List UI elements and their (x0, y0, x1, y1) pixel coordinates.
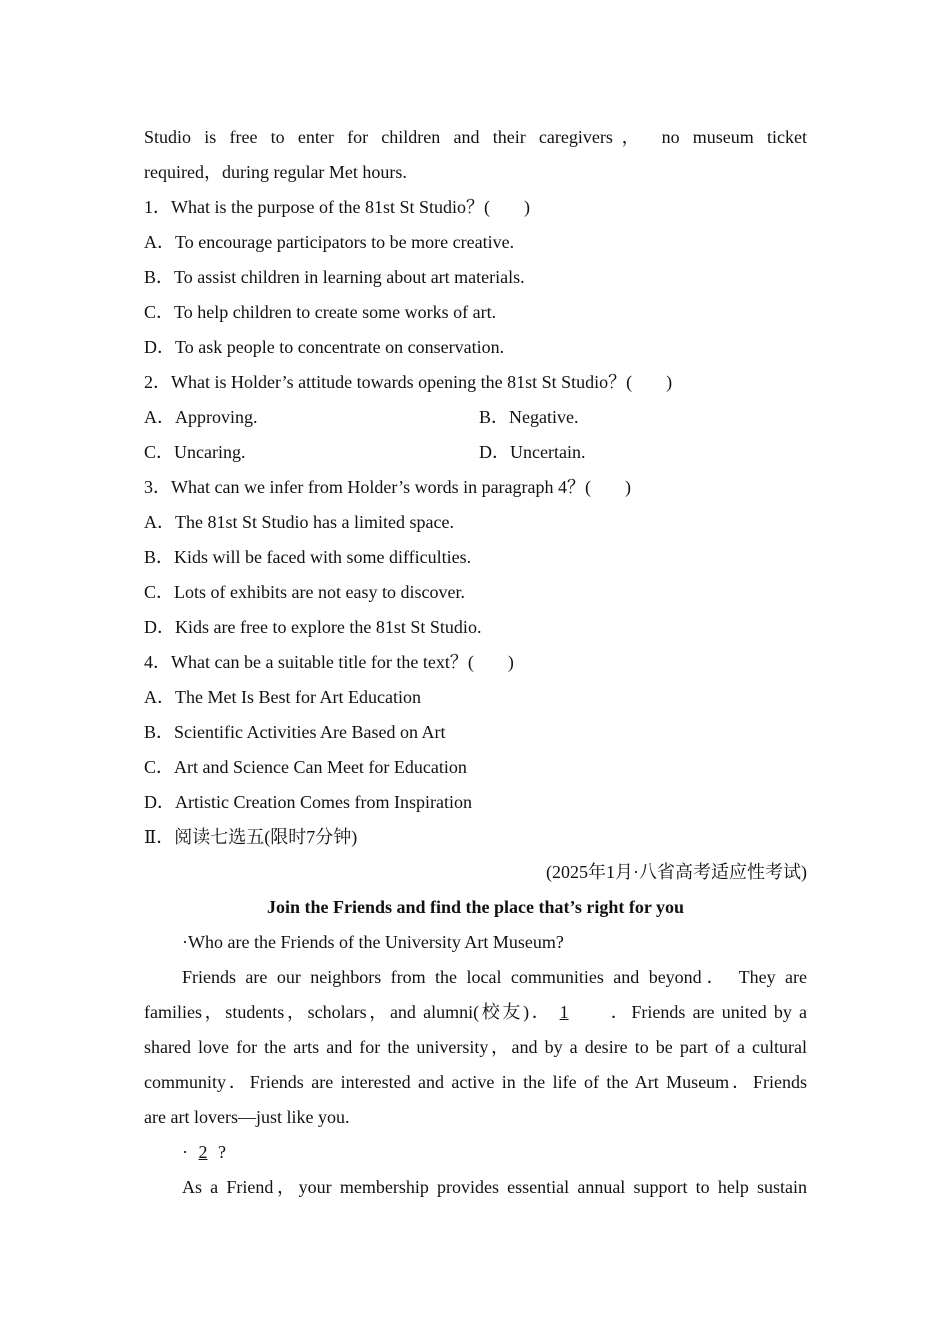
option-b: B．To assist children in learning about art materials. (144, 267, 525, 287)
question-4-stem: 4．What can be a suitable title for the text？( ) (144, 652, 514, 672)
question-1-stem: 1．What is the purpose of the 81st St Studio？( ) (144, 197, 530, 217)
passage-line: required，during regular Met hours. (144, 162, 407, 182)
option-row (144, 400, 807, 435)
bullet-heading-2: · 2 ? (144, 1135, 807, 1170)
option-d: D．Uncertain. (479, 442, 586, 462)
passage-line: Studio is free to enter for children and their caregivers， no museum ticket (144, 127, 807, 147)
option-a: A．Approving. (144, 407, 258, 427)
option-d: D．Artistic Creation Comes from Inspiration (144, 792, 472, 812)
document-page (144, 120, 807, 1205)
paragraph-line: As a Friend，your membership provides essential annual support to help sustain (182, 1177, 807, 1197)
option-b: B．Scientific Activities Are Based on Art (144, 722, 446, 742)
option-b: B．Kids will be faced with some difficulties. (144, 547, 472, 567)
option-c: C．Art and Science Can Meet for Education (144, 757, 467, 777)
option-d: D．Kids are free to explore the 81st St Studio. (144, 617, 482, 637)
bullet-heading-1: ·Who are the Friends of the University Art Museum? (182, 932, 564, 952)
option-a: A．The Met Is Best for Art Education (144, 687, 421, 707)
option-row (144, 435, 807, 470)
option-a: A．The 81st St Studio has a limited space. (144, 512, 454, 532)
blank-2[interactable]: 2 (198, 1142, 208, 1162)
section-heading: Ⅱ．阅读七选五(限时7分钟) (144, 827, 358, 847)
option-c: C．Lots of exhibits are not easy to discover. (144, 582, 465, 602)
passage-title: Join the Friends and find the place that’s right for you (266, 897, 685, 917)
option-c: C．Uncaring. (144, 442, 246, 462)
source-note: (2025年1月·八省高考适应性考试) (546, 862, 807, 882)
paragraph-line: families，students，scholars，and alumni(校友)． 1 ．Friends are united by a (144, 995, 807, 1030)
option-d: D．To ask people to concentrate on conservation. (144, 337, 505, 357)
question-2-stem: 2．What is Holder’s attitude towards opening the 81st St Studio？( ) (144, 372, 673, 392)
blank-1[interactable]: 1 (559, 1002, 569, 1022)
paragraph-line: shared love for the arts and for the university，and by a desire to be part of a cultural (144, 1037, 807, 1057)
question-3-stem: 3．What can we infer from Holder’s words in paragraph 4？( ) (144, 477, 632, 497)
option-b: B．Negative. (479, 407, 579, 427)
paragraph-line: are art lovers—just like you. (144, 1107, 350, 1127)
option-c: C．To help children to create some works of art. (144, 302, 497, 322)
option-a: A．To encourage participators to be more creative. (144, 232, 515, 252)
paragraph-line: Friends are our neighbors from the local communities and beyond． They are (182, 967, 807, 987)
paragraph-line: community．Friends are interested and active in the life of the Art Museum．Friends (144, 1072, 807, 1092)
